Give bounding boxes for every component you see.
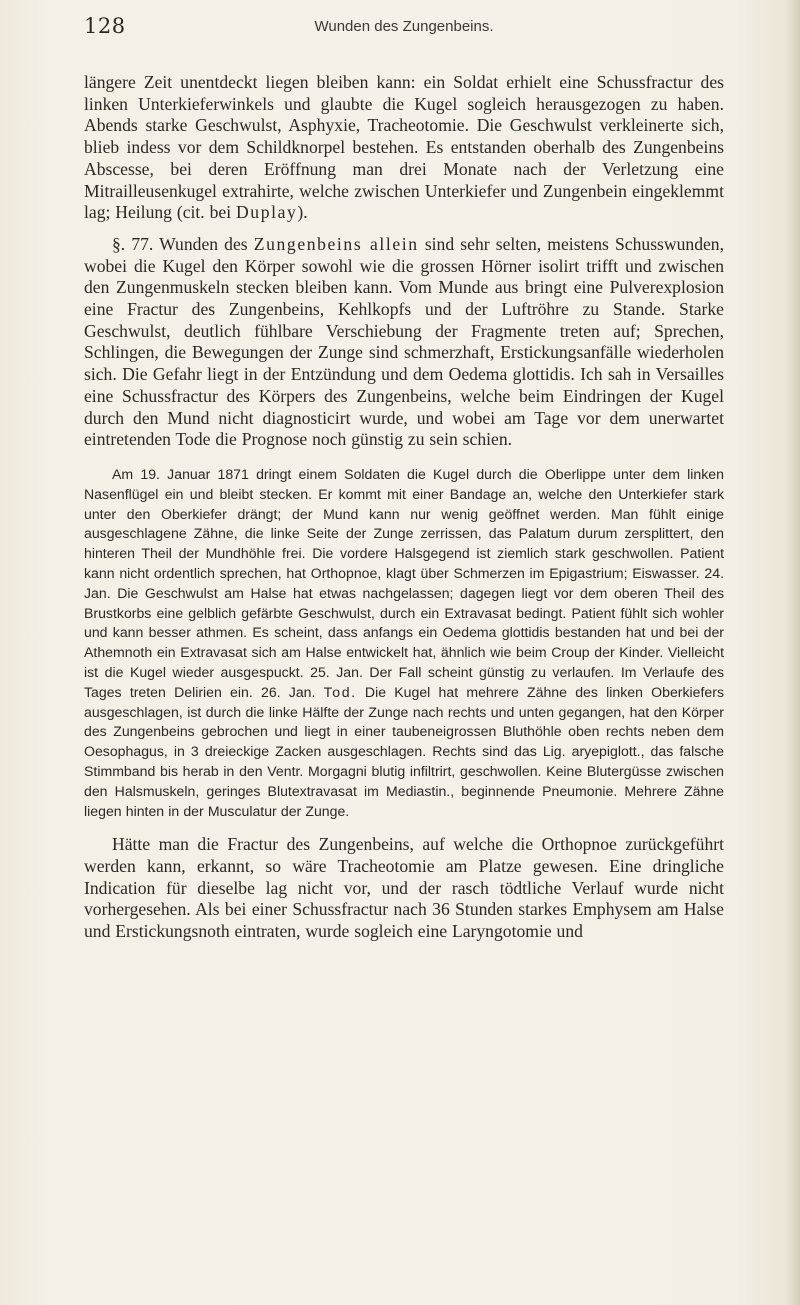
paragraph-1-text: längere Zeit unentdeckt liegen bleiben kann: ein Soldat erhielt eine Schussfractur des linken Unterkieferwinkels und glaubte die Kugel sogleich herausgezogen zu haben. Abends starke Geschwulst, Asphyxie, Tracheotomie. Die Geschwulst verkleinerte sich, blieb indess vor dem Schildknorpel bestehen. Es entstanden oberhalb des Zungenbeins Abscesse, bei deren Eröffnung man drei Monate nach der Verletzung eine Mitrailleusenkugel extrahirte, welche zwischen Unterkiefer und Zungenbein eingeklemmt lag; Heilung (cit. bei [84, 72, 724, 223]
paragraph-conclusion: Hätte man die Fractur des Zungenbeins, auf welche die Orthopnoe zurückgeführt werden kann, erkannt, so wäre Tracheotomie am Platze gewesen. Eine dringliche Indication für dieselbe lag nicht vor, und der rasch tödtliche Verlauf wurde nicht vorhergesehen. Als bei einer Schussfractur nach 36 Stunden starkes Emphysem am Halse und Erstickungsnoth eintraten, wurde sogleich eine Laryngotomie und [84, 834, 724, 942]
page-header [84, 14, 724, 44]
page-body [84, 72, 724, 943]
paragraph-1-end: ). [297, 202, 308, 223]
case-report-tod: Tod. [323, 683, 357, 700]
section-number: §. 77. [112, 233, 154, 254]
section-lead: Wunden des [153, 233, 254, 254]
section-emphasis: Zungenbeins allein [253, 233, 419, 254]
citation-author: Duplay [236, 202, 298, 223]
case-report-text: Am 19. Januar 1871 dringt einem Soldaten die Kugel durch die Oberlippe unter dem linken Nasenflügel ein und bleibt stecken. Er kommt mit einer Bandage an, welche den Unterkiefer stark unter den Oberkiefer drängt; der Mund kann nur wenig geöffnet werden. Man fühlt einige ausgeschlagene Zähne, die linke Seite der Zunge zerrissen, das Palatum durum zersplittert, den hinteren Theil der Mundhöhle frei. Die vordere Halsgegend ist ziemlich stark geschwollen. Patient kann nicht ordentlich sprechen, hat Orthopnoe, klagt über Schmerzen im Epigastrium; Eiswasser. 24. Jan. Die Geschwulst am Halse hat etwas nachgelassen; dagegen liegt vor dem oberen Theil des Brustkorbs eine gelblich gefärbte Geschwulst, durch ein Extravasat bedingt. Patient fühlt sich wohler und kann besser athmen. Es scheint, dass anfangs ein Oedema glottidis bestanden hat und bei der Athemnoth ein Extravasat sich am Halse entwickelt hat, ähnlich wie beim Croup der Kinder. Vielleicht ist die Kugel wieder ausgespuckt. 25. Jan. Der Fall scheint günstig zu verlaufen. Im Verlaufe des Tages treten Delirien ein. 26. Jan. [84, 465, 724, 700]
paragraph-1 [84, 72, 724, 224]
case-report-paragraph [84, 465, 724, 821]
running-title: Wunden des Zungenbeins. [314, 18, 494, 35]
section-text: sind sehr selten, meistens Schusswunden, wobei die Kugel den Körper sowohl wie die grossen Hörner isolirt trifft und zwischen den Zungenmuskeln stecken bleiben kann. Vom Munde aus bringt eine Pulverexplosion eine Fractur des Zungenbeins, Kehlkopfs und der Luftröhre zu Stande. Starke Geschwulst, deutlich fühlbare Verschiebung der Fragmente treten auf; Sprechen, Schlingen, die Bewegungen der Zunge sind schmerzhaft, Erstickungsanfälle wiederholen sich. Die Gefahr liegt in der Entzündung und dem Oedema glottidis. Ich sah in Versailles eine Schussfractur des Körpers des Zungenbeins, welche beim Eindringen der Kugel durch den Mund nicht diagnosticirt wurde, und wobei am Tage vor dem unerwartet eintretenden Tode die Prognose noch günstig zu sein schien. [84, 233, 724, 450]
case-report-findings: Die Kugel hat mehrere Zähne des linken Oberkiefers ausgeschlagen, ist durch die linke Hälfte der Zunge nach rechts und unten gegangen, hat den Körper des Zungenbeins gebrochen und liegt in einer taubeneigrossen Bluthöhle oben rechts neben dem Oesophagus, in 3 dreieckige Zacken ausgeschlagen. Rechts sind das Lig. aryepiglott., das falsche Stimmband bis herab in den Ventr. Morgagni blutig infiltrirt, geschwollen. Keine Blutergüsse zwischen den Halsmuskeln, geringes Blutextravasat im Mediastin., beginnende Pneumonie. Mehrere Zähne liegen hinten in der Musculatur der Zunge. [84, 683, 725, 819]
paragraph-section-77 [84, 234, 724, 451]
page-number: 128 [84, 14, 126, 38]
